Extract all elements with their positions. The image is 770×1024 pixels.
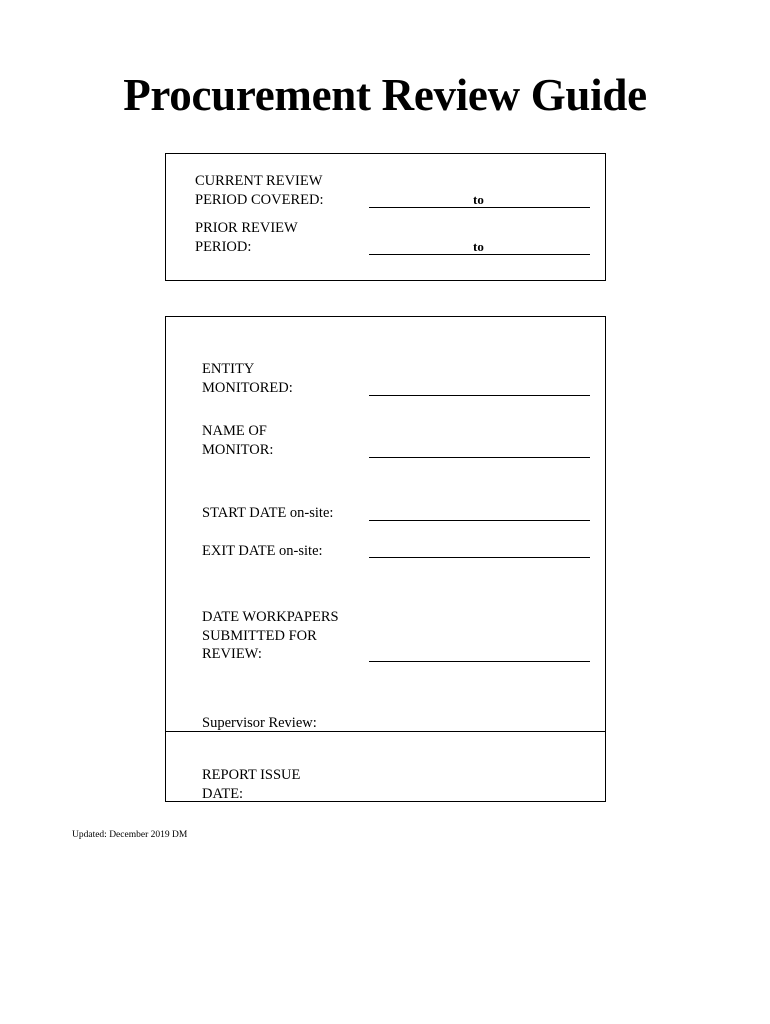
prior-review-period-to: to bbox=[473, 239, 484, 254]
workpapers-date-field[interactable] bbox=[369, 661, 590, 662]
prior-review-period-label: PRIOR REVIEW PERIOD: bbox=[195, 220, 298, 255]
entity-monitored-label: ENTITY MONITORED: bbox=[202, 361, 293, 396]
updated-note: Updated: December 2019 DM bbox=[72, 830, 188, 840]
start-date-label: START DATE on-site: bbox=[202, 505, 334, 521]
exit-date-label: EXIT DATE on-site: bbox=[202, 543, 323, 559]
report-issue-date-label: REPORT ISSUE DATE: bbox=[202, 767, 301, 802]
monitor-name-field[interactable] bbox=[369, 457, 590, 458]
section-divider bbox=[165, 731, 606, 732]
exit-date-field[interactable] bbox=[369, 557, 590, 558]
supervisor-review-label: Supervisor Review: bbox=[202, 715, 317, 731]
entity-monitored-field[interactable] bbox=[369, 395, 590, 396]
current-review-period-to: to bbox=[473, 192, 484, 207]
start-date-field[interactable] bbox=[369, 520, 590, 521]
current-review-period-label: CURRENT REVIEW PERIOD COVERED: bbox=[195, 173, 324, 208]
workpapers-date-label: DATE WORKPAPERS SUBMITTED FOR REVIEW: bbox=[202, 609, 339, 662]
monitor-name-label: NAME OF MONITOR: bbox=[202, 423, 274, 458]
page-title: Procurement Review Guide bbox=[123, 70, 647, 120]
